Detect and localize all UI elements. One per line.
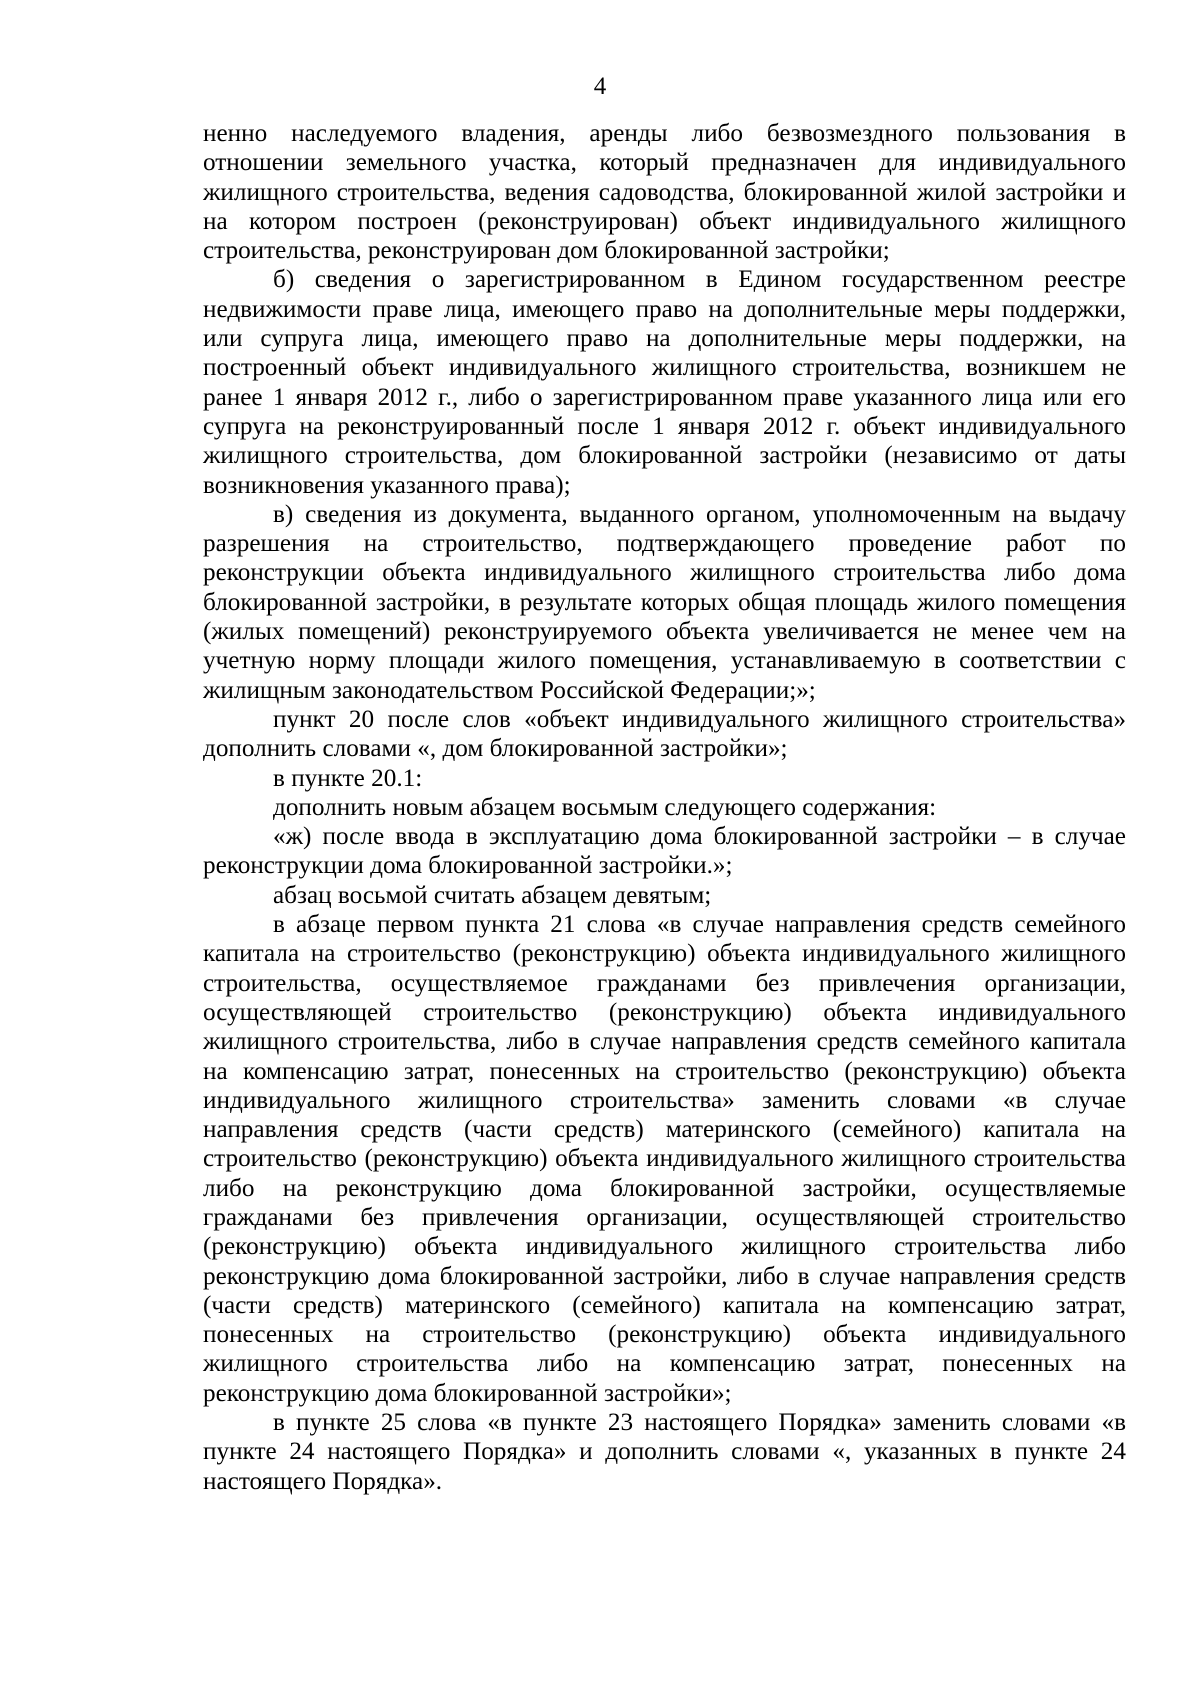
document-body (203, 119, 1126, 1496)
paragraph-point-21: в абзаце первом пункта 21 слова «в случае направления средств семейного капитала на строительство (реконструкцию) объекта индивидуального жилищного строительства, осуществляемое гражданами без привлечения организации, осуществляющей строительство (реконструкцию) объекта индивидуального жилищного строительства, либо в случае направления средств семейного капитала на компенсацию затрат, понесенных на строительство (реконструкцию) объекта индивидуального жилищного строительства» заменить словами «в случае направления средств (части средств) материнского (семейного) капитала на строительство (реконструкцию) объекта индивидуального жилищного строительства либо на реконструкцию дома блокированной застройки, осуществляемые гражданами без привлечения организации, осуществляющей строительство (реконструкцию) объекта индивидуального жилищного строительства либо реконструкцию дома блокированной застройки, либо в случае направления средств (части средств) материнского (семейного) капитала на компенсацию затрат, понесенных на строительство (реконструкцию) объекта индивидуального жилищного строительства либо на компенсацию затрат, понесенных на реконструкцию дома блокированной застройки»; (203, 911, 1126, 1407)
paragraph-item-b: б) сведения о зарегистрированном в Едином государственном реестре недвижимости праве лица, имеющего право на дополнительные меры поддержки, или супруга лица, имеющего право на дополнительные меры поддержки, на построенный объект индивидуального жилищного строительства, возникшем не ранее 1 января 2012 г., либо о зарегистрированном праве указанного лица или его супруга на реконструированный после 1 января 2012 г. объект индивидуального жилищного строительства, дом блокированной застройки (независимо от даты возникновения указанного права); (203, 266, 1126, 499)
paragraph-point-20: пункт 20 после слов «объект индивидуального жилищного строительства» дополнить словами «, дом блокированной застройки»; (203, 705, 1126, 763)
paragraph-continuation: ненно наследуемого владения, аренды либо безвозмездного пользования в отношении земельного участка, который предназначен для индивидуального жилищного строительства, ведения садоводства, блокированной жилой застройки и на котором построен (реконструирован) объект индивидуального жилищного строительства, реконструирован дом блокированной застройки; (203, 120, 1126, 265)
paragraph-renumber: абзац восьмой считать абзацем девятым; (273, 881, 712, 909)
paragraph-item-v: в) сведения из документа, выданного органом, уполномоченным на выдачу разрешения на строительство, подтверждающего проведение работ по реконструкции объекта индивидуального жилищного строительства либо дома блокированной застройки, в результате которых общая площадь жилого помещения (жилых помещений) реконструируемого объекта увеличивается не менее чем на учетную норму площади жилого помещения, устанавливаемую в соответствии с жилищным законодательством Российской Федерации;»; (203, 500, 1126, 704)
paragraph-point-25: в пункте 25 слова «в пункте 23 настоящего Порядка» заменить словами «в пункте 24 настоящего Порядка» и дополнить словами «, указанных в пункте 24 настоящего Порядка». (203, 1409, 1126, 1495)
paragraph-point-20-1: в пункте 20.1: (273, 764, 423, 792)
paragraph-add-eighth: дополнить новым абзацем восьмым следующего содержания: (273, 793, 937, 821)
page-number: 4 (593, 73, 607, 100)
paragraph-item-zh: «ж) после ввода в эксплуатацию дома блокированной застройки – в случае реконструкции дома блокированной застройки.»; (203, 823, 1126, 880)
